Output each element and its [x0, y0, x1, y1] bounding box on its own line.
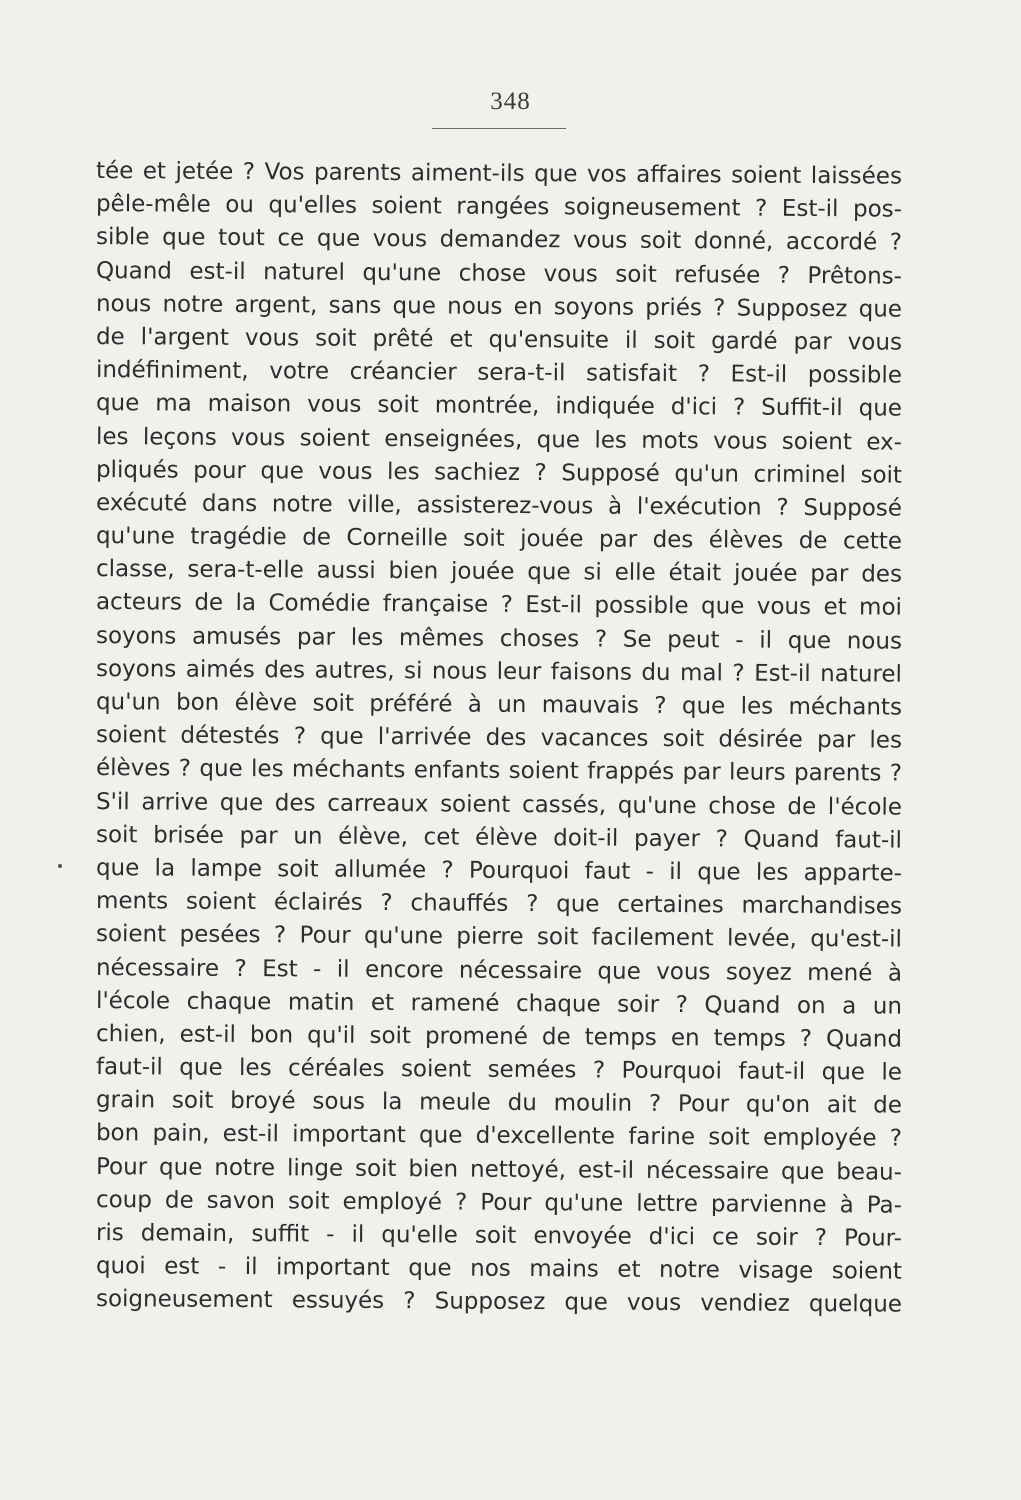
text-line: quoi est - il important que nos mains et notre visage soient: [95, 1253, 903, 1285]
text-line: sible que tout ce que vous demandez vous soit donné, accordé ?: [95, 224, 903, 257]
text-line: pliqués pour que vous les sachiez ? Supposé qu'un criminel soit: [95, 456, 903, 489]
text-line: chien, est-il bon qu'il soit promené de temps en temps ? Quand: [95, 1020, 903, 1053]
text-line: grain soit broyé sous la meule du moulin ? Pour qu'on ait de: [95, 1087, 903, 1119]
text-line: nécessaire ? Est - il encore nécessaire que vous soyez mené à: [95, 954, 903, 987]
text-line: S'il arrive que des carreaux soient cassés, qu'une chose de l'école: [95, 788, 903, 821]
text-line: faut-il que les céréales soient semées ? Pourquoi faut-il que le: [95, 1054, 903, 1086]
text-line: classe, sera-t-elle aussi bien jouée que si elle était jouée par des: [95, 556, 903, 588]
text-line: soit brisée par un élève, cet élève doit-il payer ? Quand faut-il: [95, 821, 903, 854]
text-line: que ma maison vous soit montrée, indiquée d'ici ? Suffit-il que: [95, 390, 903, 422]
text-line: bon pain, est-il important que d'excellente farine soit employée ?: [95, 1120, 903, 1153]
text-line: soient pesées ? Pour qu'une pierre soit facilement levée, qu'est-il: [95, 921, 903, 953]
text-line: acteurs de la Comédie française ? Est-il possible que vous et moi: [95, 589, 903, 622]
text-line: ris demain, suffit - il qu'elle soit envoyée d'ici ce soir ? Pour-: [95, 1220, 903, 1252]
text-line: élèves ? que les méchants enfants soient frappés par leurs parents ?: [95, 755, 903, 788]
text-line: Quand est-il naturel qu'une chose vous soit refusée ? Prêtons-: [95, 257, 903, 290]
text-line: l'école chaque matin et ramené chaque soir ? Quand on a un: [95, 987, 903, 1020]
page-number-rule: [432, 128, 566, 129]
text-line: de l'argent vous soit prêté et qu'ensuite il soit gardé par vous: [95, 323, 903, 356]
text-line: soient détestés ? que l'arrivée des vacances soit désirée par les: [95, 722, 903, 754]
text-line: qu'un bon élève soit préféré à un mauvais ? que les méchants: [95, 689, 903, 721]
page-number: 348: [490, 88, 531, 115]
text-line: coup de savon soit employé ? Pour qu'une lettre parvienne à Pa-: [95, 1186, 903, 1219]
text-line: soyons aimés des autres, si nous leur faisons du mal ? Est-il naturel: [95, 655, 903, 688]
margin-speck: [58, 864, 62, 868]
text-line: tée et jetée ? Vos parents aiment-ils que vos affaires soient laissées: [95, 158, 903, 190]
text-line: ments soient éclairés ? chauffés ? que certaines marchandises: [95, 888, 903, 920]
text-line: nous notre argent, sans que nous en soyons priés ? Supposez que: [95, 290, 903, 323]
text-line: que la lampe soit allumée ? Pourquoi faut - il que les apparte-: [95, 854, 903, 887]
body-text: [96, 155, 902, 1317]
text-line: pêle-mêle ou qu'elles soient rangées soigneusement ? Est-il pos-: [95, 191, 903, 223]
text-line: indéfiniment, votre créancier sera-t-il satisfait ? Est-il possible: [95, 357, 903, 389]
text-line: exécuté dans notre ville, assisterez-vous à l'exécution ? Supposé: [95, 489, 903, 522]
text-line: soigneusement essuyés ? Supposez que vous vendiez quelque: [95, 1286, 903, 1319]
text-line: soyons amusés par les mêmes choses ? Se peut - il que nous: [95, 622, 903, 655]
text-line: les leçons vous soient enseignées, que les mots vous soient ex-: [95, 423, 903, 456]
text-line: qu'une tragédie de Corneille soit jouée par des élèves de cette: [95, 523, 903, 555]
text-line: Pour que notre linge soit bien nettoyé, est-il nécessaire que beau-: [95, 1153, 903, 1186]
